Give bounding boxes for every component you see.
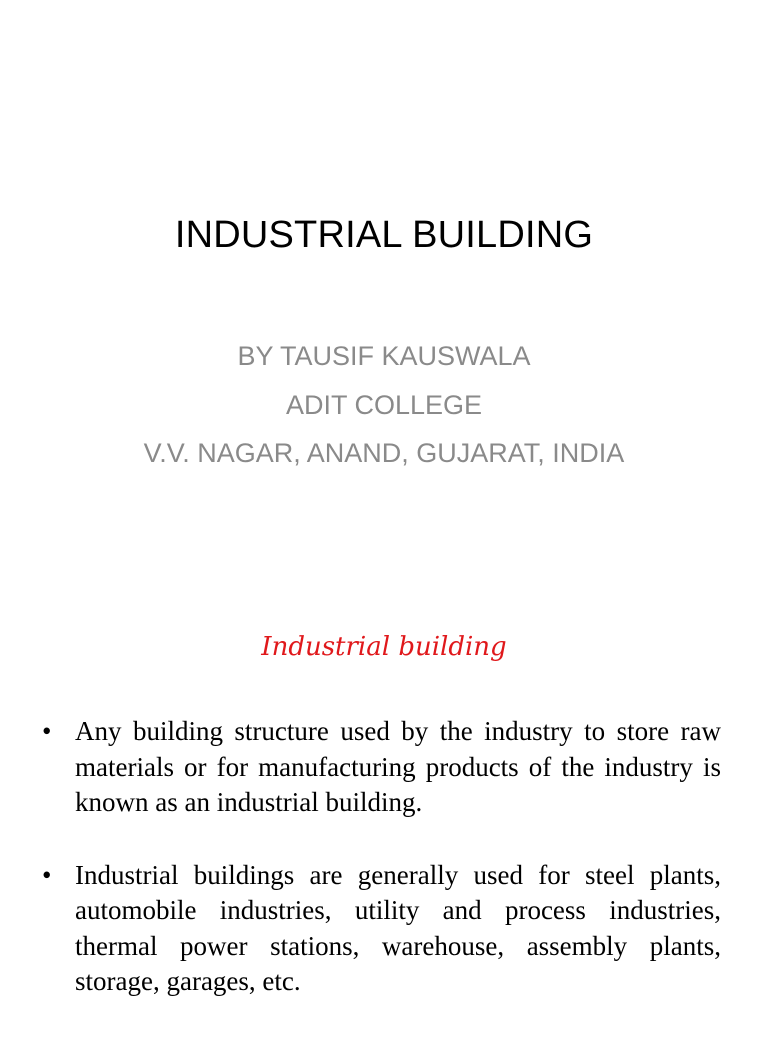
bullet-text: Industrial buildings are generally used for steel plants, automobile industries, utility and process industries, thermal power stations, warehouse, assembly plants, storage, garages, etc. bbox=[75, 859, 721, 996]
bullet-dot-icon: • bbox=[42, 859, 52, 890]
college-line: ADIT COLLEGE bbox=[285, 389, 483, 420]
list-item bbox=[42, 714, 721, 821]
slide-title: INDUSTRIAL BUILDING bbox=[174, 214, 594, 256]
bullet-list bbox=[42, 714, 721, 1037]
section-heading: Industrial building bbox=[261, 632, 507, 662]
location-line: V.V. NAGAR, ANAND, GUJARAT, INDIA bbox=[143, 438, 625, 468]
slide-subtitle bbox=[0, 332, 768, 478]
bullet-text: Any building structure used by the industry to store raw materials or for manufacturing products of the industry is known as an industrial building. bbox=[75, 716, 721, 817]
bullet-dot-icon: • bbox=[42, 716, 52, 746]
content-slide bbox=[0, 560, 768, 1024]
list-item bbox=[42, 858, 721, 1000]
author-line: BY TAUSIF KAUSWALA bbox=[237, 341, 531, 371]
